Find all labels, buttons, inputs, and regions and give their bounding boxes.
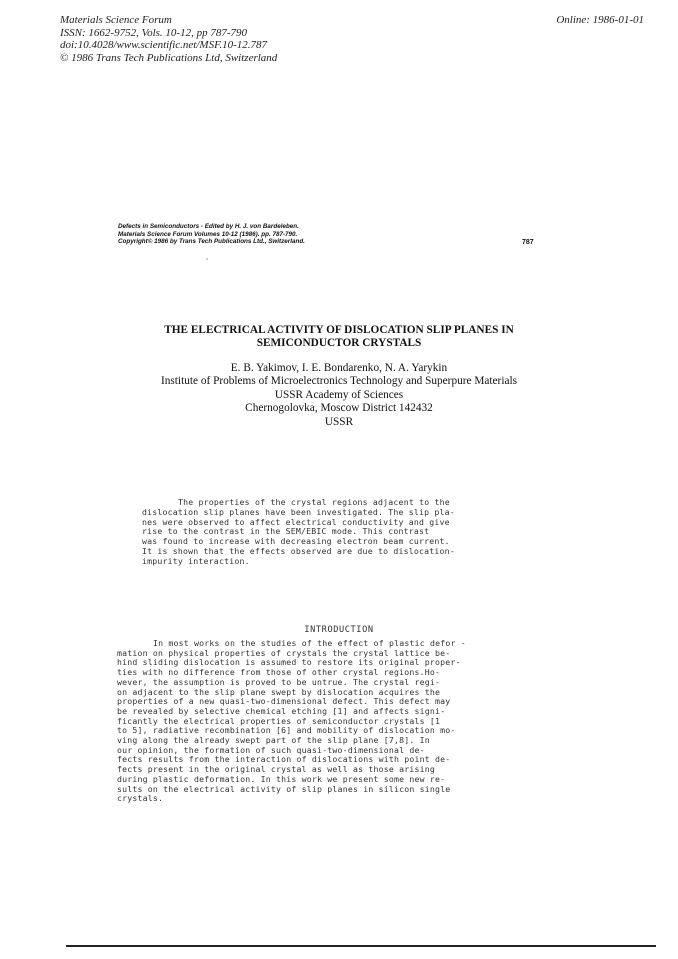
page-number: 787 xyxy=(522,239,534,246)
body-line: hind sliding dislocation is assumed to restore its original proper- xyxy=(117,658,461,668)
online-date: Online: 1986-01-01 xyxy=(556,14,644,26)
footer-rule xyxy=(66,945,656,947)
title-line-2: SEMICONDUCTOR CRYSTALS xyxy=(256,337,422,349)
body-line: be revealed by selective chemical etching [1] and affects signi- xyxy=(117,706,446,716)
affiliation-city: Chernogolovka, Moscow District 142432 xyxy=(245,402,433,415)
imprint-line-1: Defects in Semiconductors - Edited by H. J. von Bardeleben. xyxy=(118,223,299,230)
affiliation-institute: Institute of Problems of Microelectronics Technology and Superpure Materials xyxy=(160,375,518,388)
introduction-body xyxy=(117,639,531,804)
issn-line: ISSN: 1662-9752, Vols. 10-12, pp 787-790 xyxy=(60,26,247,39)
body-line: during plastic deformation. In this work we present some new re- xyxy=(117,774,446,784)
body-line: mation on physical properties of crystals the crystal lattice be- xyxy=(117,648,451,658)
volume-imprint xyxy=(118,223,305,246)
abstract xyxy=(142,498,520,566)
body-line: wever, the assumption is proved to be untrue. The crystal regi- xyxy=(117,677,441,687)
abstract-line: It is shown that the effects observed are due to dislocation- xyxy=(142,546,455,556)
online-citation-header xyxy=(60,14,277,64)
author-block xyxy=(0,362,678,429)
body-line: fects results from the interaction of dislocations with point de- xyxy=(117,755,451,765)
paper-title xyxy=(0,324,678,350)
body-line: In most works on the studies of the effect of plastic defor - xyxy=(153,639,466,648)
affiliation-academy: USSR Academy of Sciences xyxy=(274,388,404,401)
abstract-line: nes were observed to affect electrical conductivity and give xyxy=(142,517,450,527)
body-line: crystals. xyxy=(117,794,164,804)
abstract-line: dislocation slip planes have been investigated. The slip pla- xyxy=(142,507,455,517)
abstract-line: impurity interaction. xyxy=(142,556,250,566)
doi-line: doi:10.4028/www.scientific.net/MSF.10-12.787 xyxy=(60,39,268,51)
affiliation-country: USSR xyxy=(324,415,354,428)
imprint-line-3: Copyright© 1986 by Trans Tech Publications Ltd., Switzerland. xyxy=(118,238,305,246)
body-line: to 5], radiative recombination [6] and mobility of dislocation mo- xyxy=(117,726,456,736)
body-line: ties with no difference from those of other crystal regions.Ho- xyxy=(117,668,441,678)
body-line: properties of a new quasi-two-dimensional defect. This defect may xyxy=(117,697,451,707)
author-names: E. B. Yakimov, I. E. Bondarenko, N. A. Yarykin xyxy=(230,362,448,374)
body-line: ficantly the electrical properties of semiconductor crystals [1 xyxy=(117,716,441,726)
abstract-line: was found to increase with decreasing electron beam current. xyxy=(142,537,450,546)
body-line: ving along the already swept part of the slip plane [7,8]. In xyxy=(117,736,430,746)
abstract-line: The properties of the crystal regions adjacent to the xyxy=(178,498,450,507)
section-heading-introduction: INTRODUCTION xyxy=(304,625,374,635)
imprint-line-2: Materials Science Forum Volumes 10-12 (1986). pp. 787-790. xyxy=(118,230,298,238)
body-line: sults on the electrical activity of slip planes in silicon single xyxy=(117,784,451,794)
body-line: fects present in the original crystal as well as those arising xyxy=(117,765,436,775)
body-line: on adjacent to the slip plane swept by dislocation acquires the xyxy=(117,687,441,697)
title-line-1: THE ELECTRICAL ACTIVITY OF DISLOCATION SLIP PLANES IN xyxy=(164,324,514,336)
journal-name: Materials Science Forum xyxy=(60,14,172,26)
body-line: our opinion, the formation of such quasi-two-dimensional de- xyxy=(117,745,425,755)
copyright-line: © 1986 Trans Tech Publications Ltd, Switzerland xyxy=(60,51,278,64)
scan-speck xyxy=(206,258,208,260)
abstract-line: rise to the contrast in the SEM/EBIC mode. This contrast xyxy=(142,527,430,537)
